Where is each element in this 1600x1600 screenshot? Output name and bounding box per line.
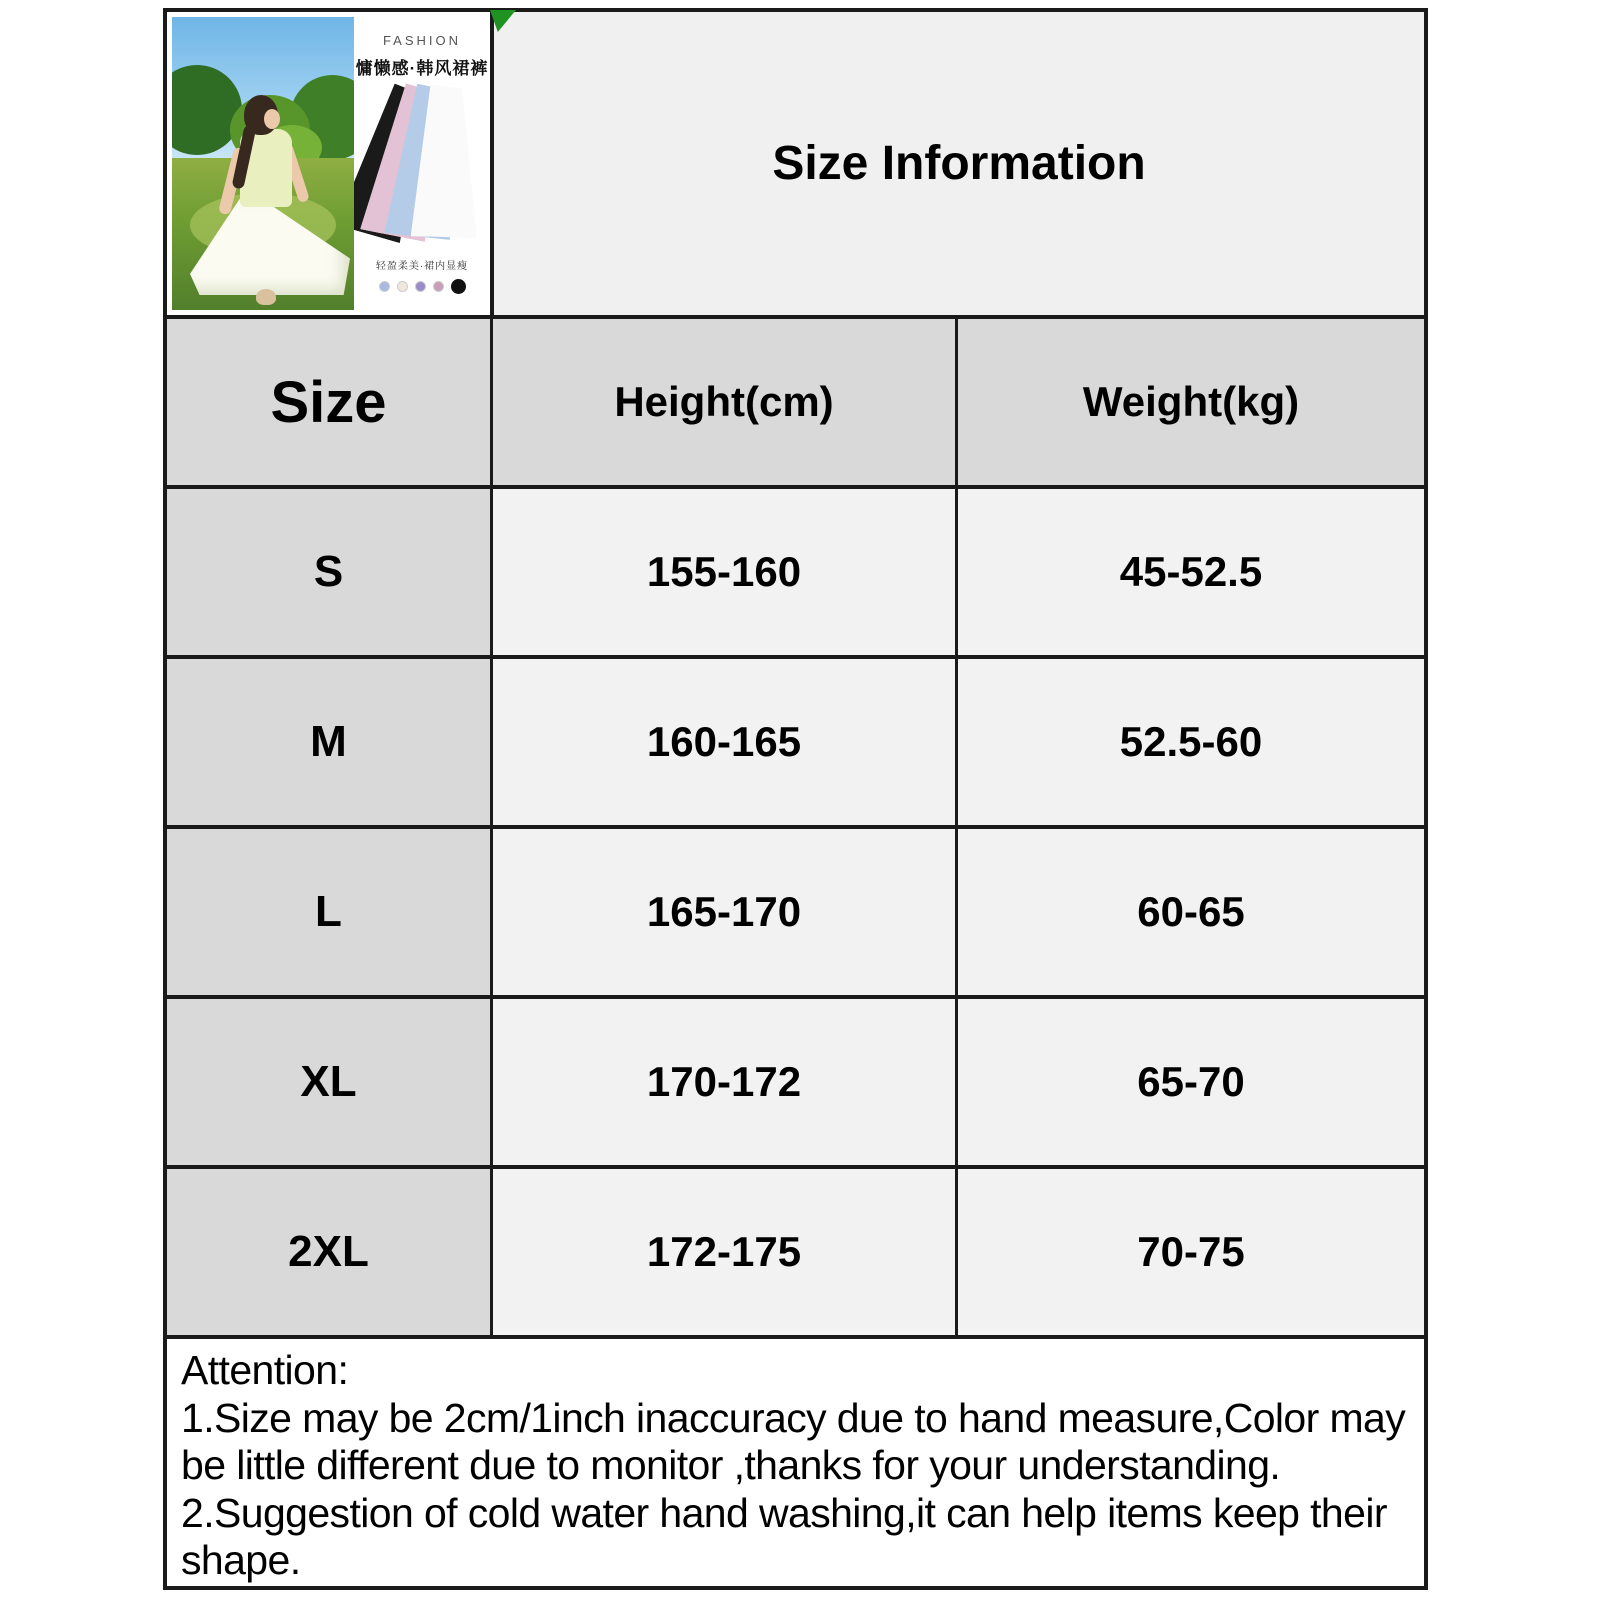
attention-section	[167, 1335, 1424, 1586]
height-value: 170-172	[490, 999, 955, 1165]
table-row-m	[167, 655, 1424, 825]
color-dots	[354, 279, 490, 294]
table-row-l	[167, 825, 1424, 995]
attention-heading: Attention:	[181, 1347, 349, 1393]
size-chart-sheet	[163, 8, 1428, 1590]
height-value: 155-160	[490, 489, 955, 655]
table-row-s	[167, 485, 1424, 655]
weight-value: 65-70	[955, 999, 1424, 1165]
color-dot	[379, 281, 390, 292]
column-header-height: Height(cm)	[490, 319, 955, 485]
model-face	[264, 109, 280, 129]
weight-value: 70-75	[955, 1169, 1424, 1335]
title-panel	[490, 12, 1424, 315]
column-header-size: Size	[167, 319, 490, 485]
table-row-2xl	[167, 1165, 1424, 1335]
attention-note-1: 1.Size may be 2cm/1inch inaccuracy due to hand measure,Color may be little different due to monitor ,thanks for your understanding.	[181, 1394, 1406, 1489]
size-label: 2XL	[167, 1169, 490, 1335]
model-figure	[172, 17, 354, 310]
product-card	[354, 17, 490, 310]
brand-logo: FASHION	[382, 33, 462, 48]
color-dot	[415, 281, 426, 292]
size-label: XL	[167, 999, 490, 1165]
product-images-cell	[167, 12, 490, 315]
color-dot-selected	[451, 279, 466, 294]
model-photo	[172, 17, 354, 310]
model-shoe	[256, 289, 276, 305]
attention-note-2: 2.Suggestion of cold water hand washing,it can help items keep their shape.	[181, 1489, 1387, 1584]
corner-flag-icon	[490, 10, 516, 32]
height-value: 160-165	[490, 659, 955, 825]
size-label: S	[167, 489, 490, 655]
size-label: L	[167, 829, 490, 995]
top-row	[167, 12, 1424, 315]
table-header-row	[167, 315, 1424, 485]
weight-value: 52.5-60	[955, 659, 1424, 825]
product-card-title: 慵懒感·韩风裙裤	[355, 59, 489, 78]
column-header-weight: Weight(kg)	[955, 319, 1424, 485]
color-dot	[433, 281, 444, 292]
model-skirt	[190, 199, 350, 295]
page-title: Size Information	[772, 137, 1146, 190]
skirt-fan	[360, 85, 484, 245]
color-dot	[397, 281, 408, 292]
size-label: M	[167, 659, 490, 825]
height-value: 165-170	[490, 829, 955, 995]
height-value: 172-175	[490, 1169, 955, 1335]
table-row-xl	[167, 995, 1424, 1165]
weight-value: 45-52.5	[955, 489, 1424, 655]
product-card-subtitle: 轻盈柔美·裙内显瘦	[375, 261, 469, 272]
weight-value: 60-65	[955, 829, 1424, 995]
